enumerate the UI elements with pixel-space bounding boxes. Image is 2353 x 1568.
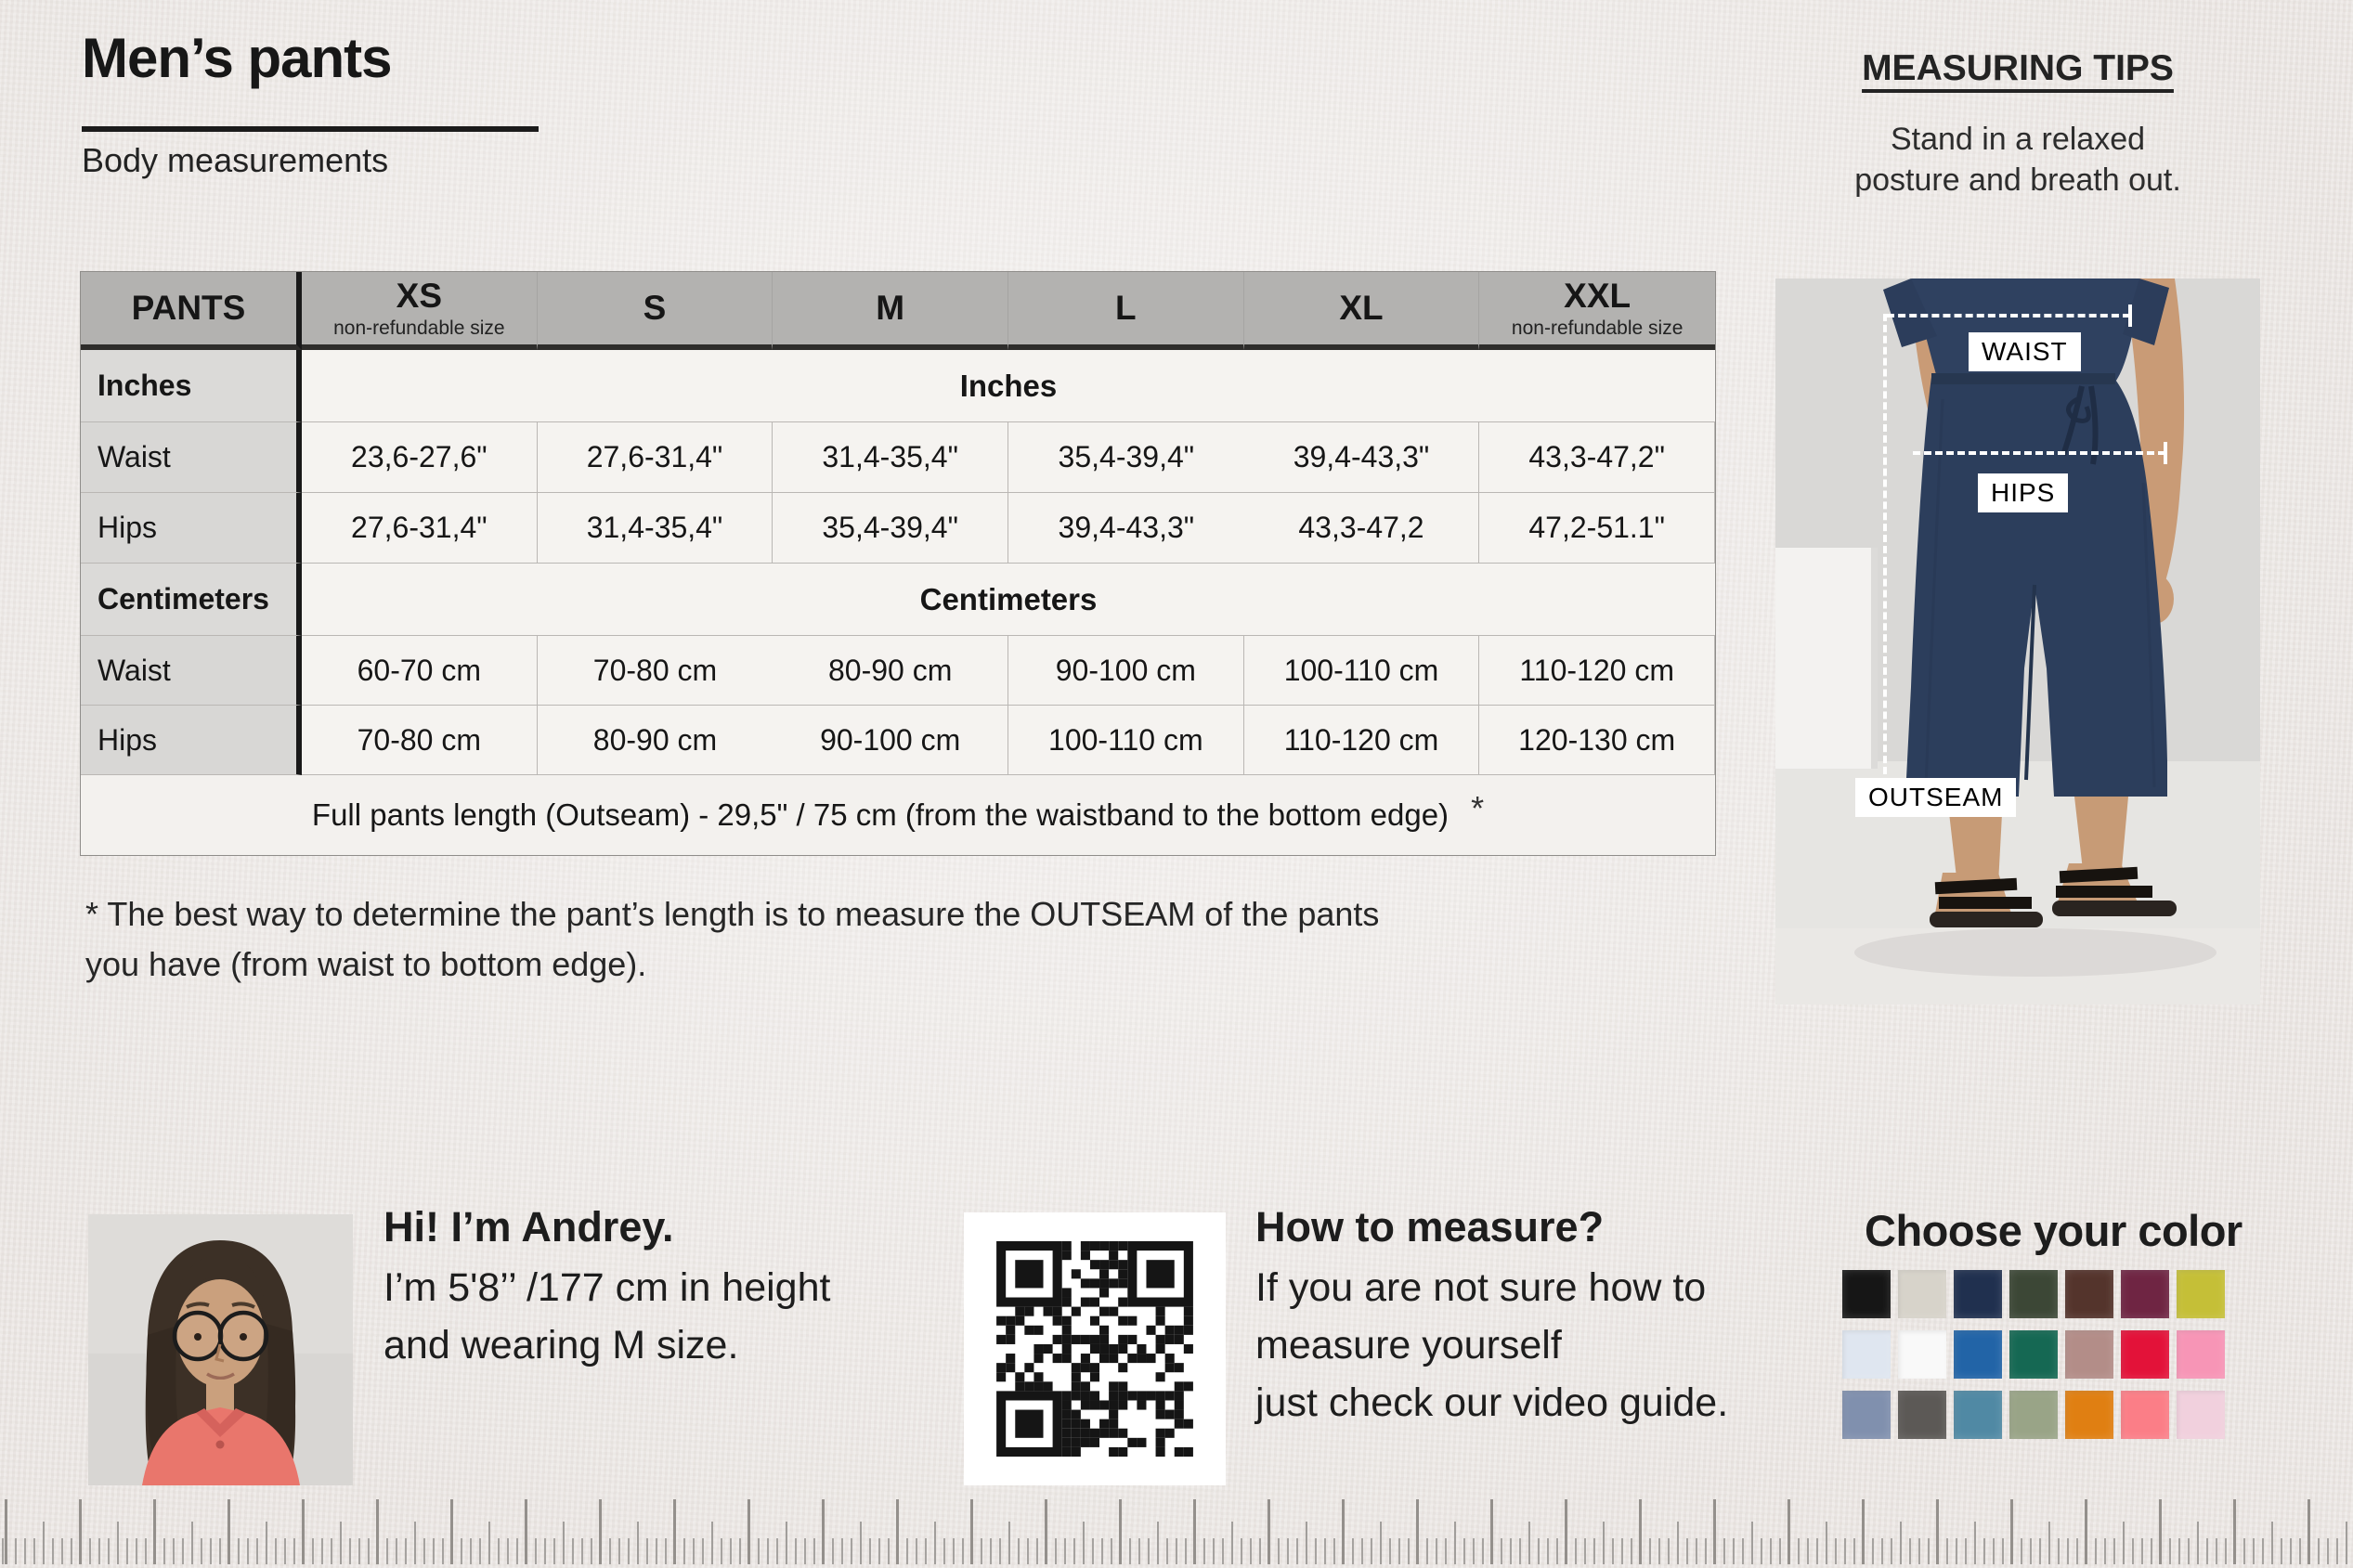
how-to-measure-text: [1255, 1259, 1728, 1432]
color-swatch-cobalt-blue[interactable]: [1954, 1330, 2002, 1379]
hips-in-xxl: 47,2-51.1": [1479, 493, 1715, 564]
waist-guide-line: [1887, 314, 2130, 317]
section-band-centimeters: Centimeters: [302, 564, 1715, 636]
outseam-note-row: [81, 775, 1715, 855]
model-size-line: and wearing M size.: [384, 1323, 739, 1367]
waist-cm-m: 80-90 cm: [773, 636, 1008, 706]
color-swatch-grid: [1842, 1270, 2232, 1439]
hips-cm-xl: 110-120 cm: [1244, 706, 1480, 775]
how-to-line-1: If you are not sure how to: [1255, 1265, 1707, 1310]
hips-in-m: 35,4-39,4": [773, 493, 1008, 564]
model-greeting: Hi! I’m Andrey.: [384, 1203, 674, 1251]
row-label-waist-in: Waist: [81, 422, 302, 493]
column-header-m: [773, 272, 1008, 350]
row-label-hips-in: Hips: [81, 493, 302, 564]
qr-code-box: [964, 1212, 1226, 1485]
waist-cm-xxl: 110-120 cm: [1479, 636, 1715, 706]
waist-cm-l: 90-100 cm: [1008, 636, 1244, 706]
waist-in-s: 27,6-31,4": [538, 422, 774, 493]
column-header-xs: [302, 272, 538, 350]
size-label: L: [1115, 289, 1137, 327]
outseam-photo-label: OUTSEAM: [1855, 778, 2016, 817]
hips-cm-xs: 70-80 cm: [302, 706, 538, 775]
hips-in-s: 31,4-35,4": [538, 493, 774, 564]
color-swatch-white[interactable]: [1898, 1330, 1946, 1379]
section-band-inches: Inches: [302, 350, 1715, 422]
waist-in-xxl: 43,3-47,2": [1479, 422, 1715, 493]
color-swatch-crimson[interactable]: [2121, 1330, 2169, 1379]
outseam-guide-line: [1883, 314, 1887, 774]
color-swatch-blush-pink[interactable]: [2177, 1391, 2225, 1439]
waist-photo-label: WAIST: [1969, 332, 2081, 371]
color-swatch-navy[interactable]: [1954, 1270, 2002, 1318]
waist-in-l: 35,4-39,4": [1008, 422, 1244, 493]
measuring-tips-text: [1804, 119, 2231, 201]
title-underline: [82, 126, 539, 132]
row-label-waist-cm: Waist: [81, 636, 302, 706]
hips-in-xl: 43,3-47,2: [1244, 493, 1480, 564]
model-portrait: [88, 1214, 353, 1485]
how-to-line-2: measure yourself: [1255, 1323, 1562, 1367]
color-swatch-ice-blue[interactable]: [1842, 1330, 1891, 1379]
column-header-l: [1008, 272, 1244, 350]
color-swatch-dusty-rose[interactable]: [2065, 1330, 2113, 1379]
hips-guide-cap: [2164, 442, 2167, 464]
hips-cm-m: 90-100 cm: [773, 706, 1008, 775]
page-title: Men’s pants: [82, 27, 392, 89]
waist-cm-s: 70-80 cm: [538, 636, 774, 706]
color-swatch-emerald[interactable]: [2009, 1330, 2058, 1379]
color-swatch-sage[interactable]: [2009, 1391, 2058, 1439]
color-swatch-pink[interactable]: [2177, 1330, 2225, 1379]
section-label-centimeters: Centimeters: [81, 564, 302, 636]
size-note: non-refundable size: [1511, 317, 1684, 339]
waist-cm-xl: 100-110 cm: [1244, 636, 1480, 706]
color-picker-heading: Choose your color: [1865, 1206, 2242, 1255]
color-swatch-chocolate[interactable]: [2065, 1270, 2113, 1318]
footnote-line-2: you have (from waist to bottom edge).: [85, 945, 647, 983]
table-footnote: [85, 889, 1720, 990]
outseam-note: Full pants length (Outseam) - 29,5" / 75 cm (from the waistband to the bottom edge): [311, 797, 1450, 832]
color-swatch-graphite[interactable]: [1898, 1391, 1946, 1439]
size-label: XL: [1339, 289, 1384, 327]
measuring-photo: [1775, 279, 2260, 1004]
color-swatch-steel-teal[interactable]: [1954, 1391, 2002, 1439]
andrey-portrait-illustration: [88, 1214, 353, 1485]
color-swatch-natural-beige[interactable]: [1898, 1270, 1946, 1318]
qr-code: [995, 1241, 1194, 1457]
ruler-major-ticks: [0, 1499, 2353, 1564]
hips-cm-l: 100-110 cm: [1008, 706, 1244, 775]
measuring-tips-heading: MEASURING TIPS: [1862, 48, 2174, 88]
size-note: non-refundable size: [333, 317, 505, 339]
color-swatch-black[interactable]: [1842, 1270, 1891, 1318]
hips-in-l: 39,4-43,3": [1008, 493, 1244, 564]
hips-guide-line: [1913, 451, 2165, 455]
waist-guide-cap: [2128, 305, 2132, 327]
outseam-asterisk: *: [1471, 789, 1485, 827]
waist-in-xs: 23,6-27,6": [302, 422, 538, 493]
tip-line-1: Stand in a relaxed: [1890, 122, 2146, 157]
size-label: XXL: [1564, 277, 1632, 315]
column-header-xl: [1244, 272, 1480, 350]
column-header-xxl: [1479, 272, 1715, 350]
waist-cm-xs: 60-70 cm: [302, 636, 538, 706]
color-swatch-chartreuse[interactable]: [2177, 1270, 2225, 1318]
how-to-measure-heading: How to measure?: [1255, 1203, 1605, 1251]
size-label: XS: [396, 277, 442, 315]
model-description: [384, 1259, 830, 1374]
hips-in-xs: 27,6-31,4": [302, 493, 538, 564]
size-label: M: [876, 289, 905, 327]
color-swatch-orange[interactable]: [2065, 1391, 2113, 1439]
pants-model-illustration: [1775, 279, 2260, 1004]
how-to-line-3: just check our video guide.: [1255, 1380, 1729, 1425]
footnote-line-1: * The best way to determine the pant’s length is to measure the OUTSEAM of the pants: [85, 895, 1380, 933]
page-subtitle: Body measurements: [82, 141, 389, 179]
size-table: [80, 271, 1716, 856]
color-swatch-forest-green[interactable]: [2009, 1270, 2058, 1318]
size-label: S: [643, 289, 667, 327]
row-label-hips-cm: Hips: [81, 706, 302, 775]
column-header-s: [538, 272, 774, 350]
tip-line-2: posture and breath out.: [1854, 162, 2181, 198]
hips-cm-s: 80-90 cm: [538, 706, 774, 775]
color-swatch-burgundy[interactable]: [2121, 1270, 2169, 1318]
waist-in-m: 31,4-35,4": [773, 422, 1008, 493]
corner-label: PANTS: [131, 289, 246, 327]
hips-cm-xxl: 120-130 cm: [1479, 706, 1715, 775]
ruler-decoration: [0, 1496, 2353, 1568]
hips-photo-label: HIPS: [1978, 473, 2068, 512]
table-corner-header: [81, 272, 302, 350]
model-height-line: I’m 5'8’’ /177 cm in height: [384, 1265, 831, 1310]
section-label-inches: Inches: [81, 350, 302, 422]
waist-in-xl: 39,4-43,3": [1244, 422, 1480, 493]
color-swatch-coral[interactable]: [2121, 1391, 2169, 1439]
color-swatch-slate-blue[interactable]: [1842, 1391, 1891, 1439]
